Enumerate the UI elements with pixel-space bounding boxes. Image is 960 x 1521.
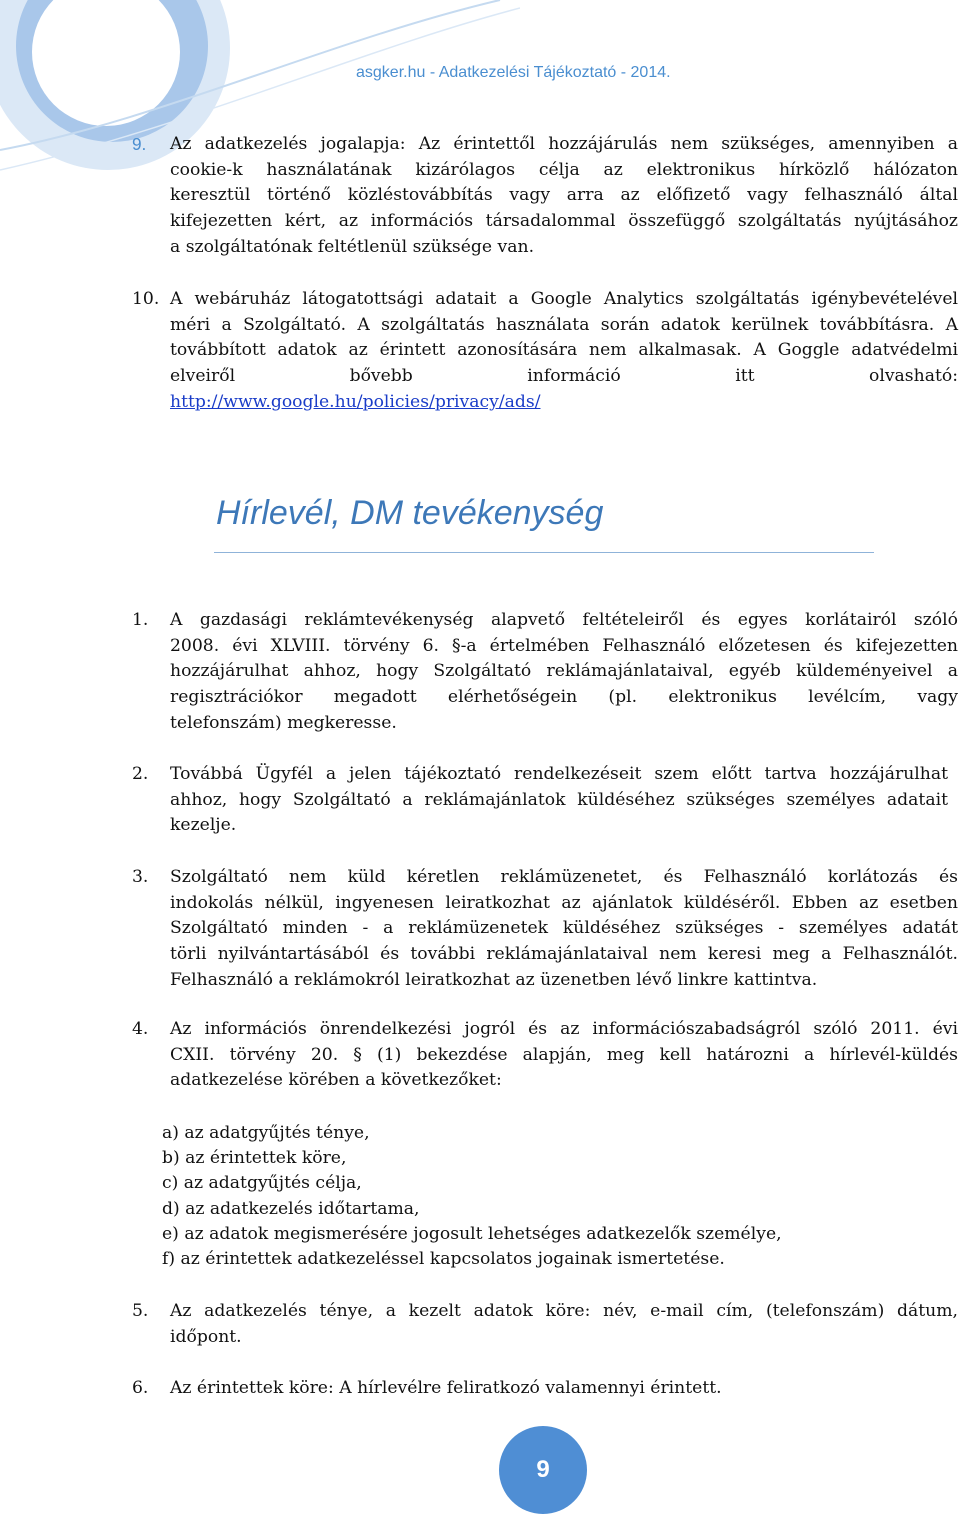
google-privacy-link[interactable]: http://www.google.hu/policies/privacy/ads/ [170, 391, 541, 412]
paragraph-line: adatkezelése körében a következőket: [170, 1070, 502, 1091]
word: itt [735, 366, 755, 387]
paragraph-line: cookie-k használatának kizárólagos célja az elektronikus hírközlő hálózaton [170, 159, 958, 180]
criteria-item: e) az adatok megismerésére jogosult lehetséges adatkezelők személye, [162, 1223, 782, 1244]
list-item-4 [132, 1017, 958, 1094]
paragraph-line: A gazdasági reklámtevékenység alapvető feltételeiről és egyes korlátairól szóló [170, 610, 958, 630]
paragraph-line: Az adatkezelés jogalapja: Az érintettől hozzájárulás nem szükséges, amennyiben a [170, 134, 958, 154]
paragraph-line: keresztül történő közléstovábbítás vagy arra az előfizető vagy felhasználó által [170, 185, 958, 206]
page-number-badge [499, 1426, 587, 1514]
paragraph-line: Az adatkezelés ténye, a kezelt adatok köre: név, e-mail cím, (telefonszám) dátum, [170, 1301, 958, 1321]
paragraph-line: Az érintettek köre: A hírlevélre feliratkozó valamennyi érintett. [170, 1378, 722, 1398]
criteria-item: a) az adatgyűjtés ténye, [162, 1123, 370, 1143]
paragraph-line: méri a Szolgáltató. A szolgáltatás használata során adatok kerülnek továbbításra. A [170, 314, 958, 335]
criteria-item: d) az adatkezelés időtartama, [162, 1198, 420, 1219]
paragraph-line: telefonszám) megkeresse. [170, 712, 397, 733]
list-number: 6. [132, 1378, 149, 1398]
paragraph-line: A webáruház látogatottsági adatait a Google Analytics szolgáltatás igénybevételével [170, 289, 958, 309]
paragraph-line: törli nyilvántartásából és további reklámajánlataival nem keresi meg a Felhasználót. [170, 944, 958, 965]
paragraph-line: hozzájárulhat ahhoz, hogy Szolgáltató reklámajánlataival, egyéb küldeményeivel a [170, 661, 958, 682]
criteria-list [162, 1121, 782, 1272]
paragraph-line: továbbított adatok az érintett azonosítására nem alkalmasak. A Goggle adatvédelmi [170, 340, 958, 361]
paragraph-line: a szolgáltatónak feltétlenül szüksége van. [170, 236, 535, 257]
criteria-item: f) az érintettek adatkezeléssel kapcsolatos jogainak ismertetése. [162, 1249, 725, 1270]
paragraph-line: kifejezetten kért, az információs társadalommal összefüggő szolgáltatás nyújtásához [170, 211, 958, 232]
paragraph-line: kezelje. [170, 815, 237, 836]
list-number: 5. [132, 1301, 149, 1321]
word: olvasható: [869, 366, 958, 387]
list-number: 4. [132, 1019, 149, 1039]
list-number: 2. [132, 764, 149, 784]
section-heading: Hírlevél, DM tevékenység [216, 494, 604, 532]
paragraph-line: Továbbá Ügyfél a jelen tájékoztató rendelkezéseit szem előtt tartva hozzájárulhat [170, 764, 948, 784]
word: bővebb [349, 366, 413, 387]
list-item-10 [132, 287, 958, 416]
list-item-5 [132, 1299, 958, 1350]
paragraph-line: regisztrációkor megadott elérhetőségein (pl. elektronikus levélcím, vagy [170, 687, 958, 708]
list-item-9 [132, 132, 958, 261]
paragraph-line: Az információs önrendelkezési jogról és az információszabadságról szóló 2011. évi [170, 1019, 958, 1039]
list-item-3 [132, 865, 958, 994]
criteria-item: b) az érintettek köre, [162, 1148, 347, 1169]
list-item-2 [132, 762, 948, 839]
list-number: 1. [132, 610, 149, 630]
list-number: 10. [132, 289, 160, 309]
paragraph-line: Felhasználó a reklámokról leiratkozhat az üzenetben lévő linkre kattintva. [170, 969, 818, 990]
page-number: 9 [536, 1456, 550, 1483]
paragraph-line: ahhoz, hogy Szolgáltató a reklámajánlatok küldéséhez szükséges személyes adatait [170, 789, 948, 810]
list-number: 3. [132, 867, 149, 887]
word: információ [527, 366, 621, 387]
word: elveiről [170, 366, 236, 387]
paragraph-line: CXII. törvény 20. § (1) bekezdése alapján, meg kell határozni a hírlevél-küldés [170, 1044, 958, 1065]
paragraph-line: Szolgáltató minden - a reklámüzenetek küldéséhez szükséges - személyes adatát [170, 918, 958, 939]
paragraph-line: Szolgáltató nem küld kéretlen reklámüzenetet, és Felhasználó korlátozás és [170, 867, 958, 887]
criteria-item: c) az adatgyűjtés célja, [162, 1173, 362, 1194]
paragraph-line [170, 364, 958, 390]
list-item-6 [132, 1376, 958, 1402]
list-item-1 [132, 608, 958, 737]
paragraph-line: indokolás nélkül, ingyenesen leiratkozhat az ajánlatok küldéséről. Ebben az esetben [170, 892, 958, 913]
list-number: 9. [132, 134, 147, 154]
paragraph-line: 2008. évi XLVIII. törvény 6. §-a értelmében Felhasználó előzetesen és kifejezetten [170, 635, 958, 656]
heading-divider [214, 552, 874, 553]
paragraph-line: időpont. [170, 1326, 242, 1347]
header-title: asgker.hu - Adatkezelési Tájékoztató - 2014. [356, 64, 671, 81]
